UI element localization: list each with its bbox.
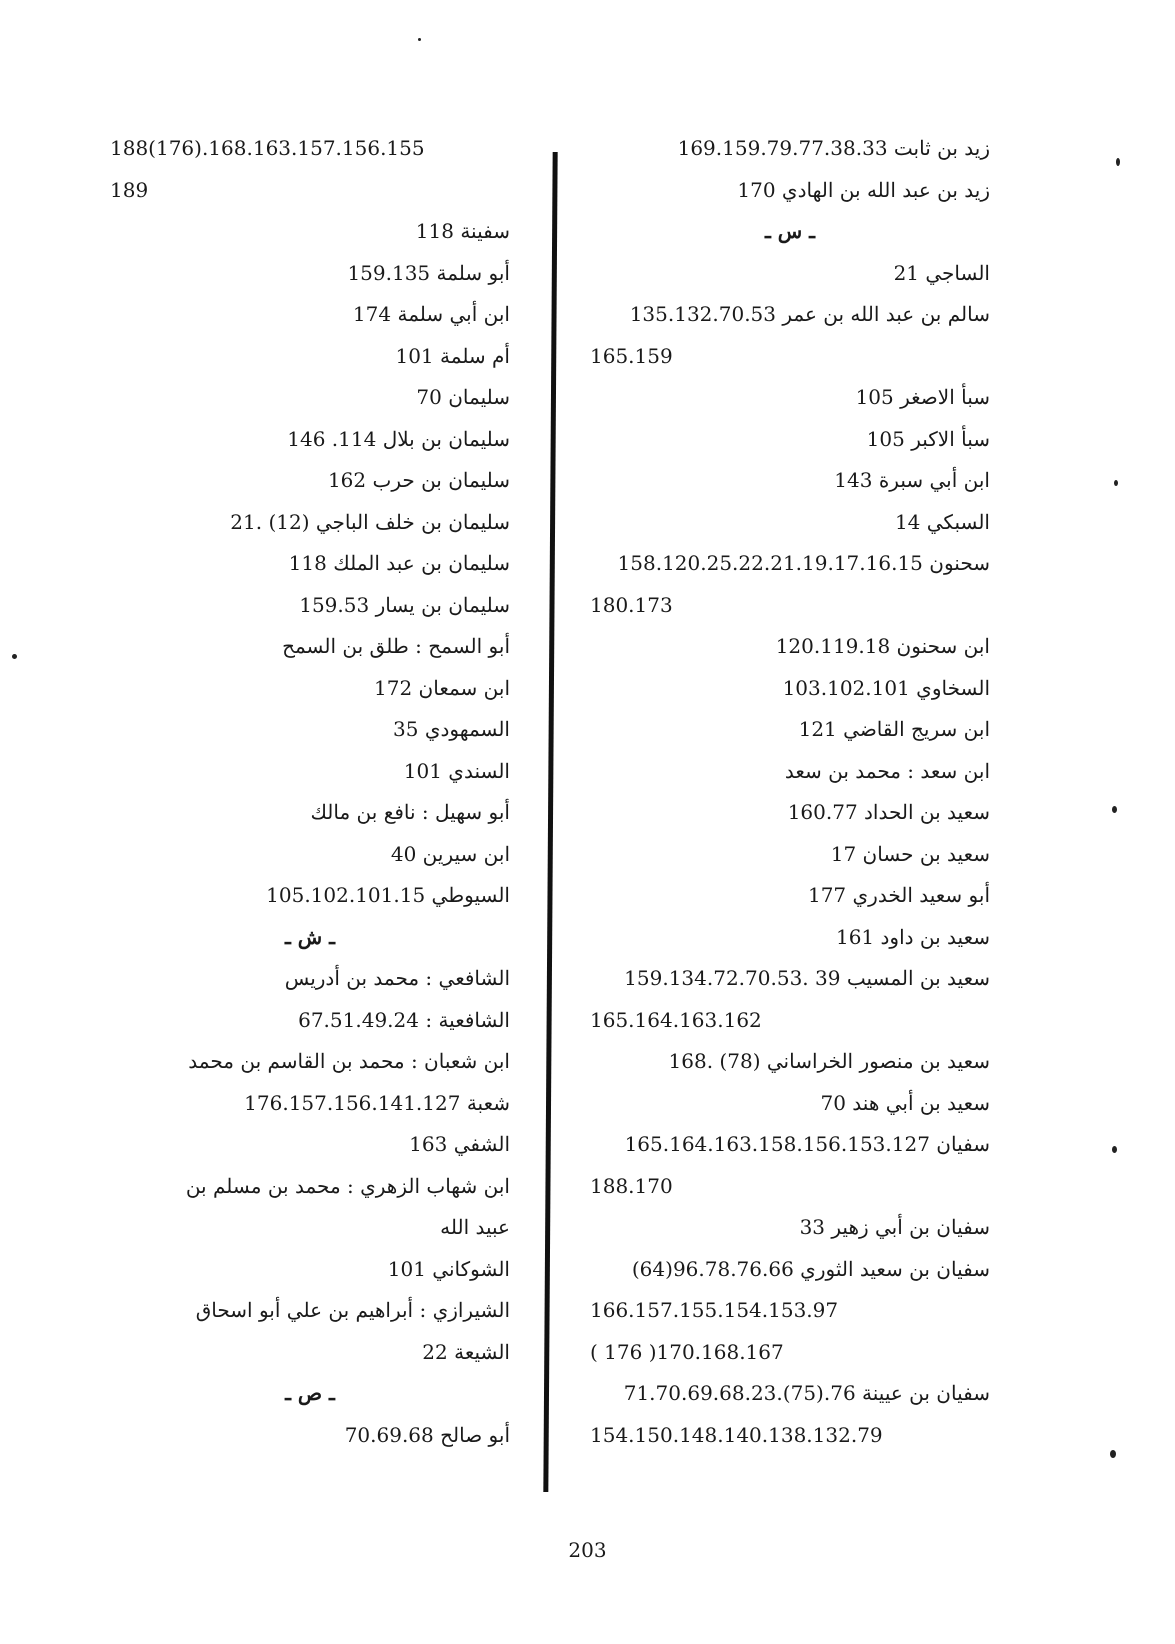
index-entry-continuation: 165.164.163.162 (590, 1007, 762, 1032)
index-entry: سعيد بن الحداد 160.77 (787, 800, 990, 824)
scan-speck (1116, 158, 1120, 166)
index-entry: سعيد بن أبي هند 70 (820, 1090, 990, 1115)
scan-speck (418, 38, 421, 41)
index-entry: الشافعية : 67.51.49.24 (298, 1007, 510, 1032)
index-entry: سبأ الاصغر 105 (855, 385, 990, 409)
index-entry: سليمان بن حرب 162 (327, 468, 510, 492)
index-entry: سفيان بن أبي زهير 33 (799, 1215, 990, 1239)
index-entry: سليمان بن عبد الملك 118 (288, 551, 510, 575)
index-entry: الساجي 21 (893, 260, 990, 285)
index-entry: ابن سريج القاضي 121 (798, 717, 990, 741)
index-entry: سفيان بن سعيد الثوري 96.78.76.66(64) (631, 1256, 990, 1281)
index-entry: ابن سحنون 120.119.18 (775, 634, 990, 658)
section-header: ـ ش ـ (284, 924, 336, 949)
index-entry: الشافعي : محمد بن أدريس (284, 966, 510, 990)
index-entry: سعيد بن حسان 17 (830, 841, 990, 866)
index-entry: سعيد بن منصور الخراساني (78) .168 (668, 1049, 990, 1073)
index-entry: سالم بن عبد الله بن عمر 135.132.70.53 (629, 302, 990, 326)
index-entry: شعبة 176.157.156.141.127 (244, 1090, 510, 1115)
index-entry: سليمان 70 (416, 385, 510, 409)
index-entry: السندي 101 (403, 758, 510, 783)
index-entry: السخاوي 103.102.101 (782, 675, 990, 700)
scan-speck (1114, 480, 1118, 486)
index-entry: أبو السمح : طلق بن السمح (282, 634, 510, 658)
index-entry: أبو صالح 70.69.68 (344, 1422, 510, 1447)
index-entry-continuation: 180.173 (590, 592, 673, 617)
scan-speck (12, 654, 17, 659)
index-entry: ابن شهاب الزهري : محمد بن مسلم بن (185, 1173, 510, 1198)
index-entry: سفيان بن عيينة 76.(75).71.70.69.68.23 (623, 1381, 990, 1405)
index-entry: أبو سهيل : نافع بن مالك (310, 800, 510, 824)
index-entry: أم سلمة 101 (395, 343, 510, 368)
index-entry: السيوطي 105.102.101.15 (266, 883, 510, 907)
index-entry: ابن سيرين 40 (390, 841, 510, 866)
scan-speck (1110, 1450, 1116, 1458)
index-entry-continuation: 166.157.155.154.153.97 (590, 1298, 839, 1322)
index-entry: زيد بن ثابت 169.159.79.77.38.33 (677, 136, 990, 160)
index-entry: سليمان بن يسار 159.53 (299, 592, 510, 617)
index-entry-continuation: 188.170 (590, 1173, 673, 1198)
index-entry-continuation: 165.159 (590, 343, 673, 368)
index-entry: ابن أبي سلمة 174 (352, 302, 510, 326)
index-entry: سعيد بن المسيب 39 .159.134.72.70.53 (624, 966, 990, 990)
index-entry: السمهودي 35 (393, 717, 510, 741)
column-divider (543, 152, 557, 1492)
index-entry: سليمان بن خلف الباجي (12) .21 (230, 509, 510, 534)
section-header: ـ س ـ (764, 219, 816, 243)
index-entry: سحنون 158.120.25.22.21.19.17.16.15 (617, 551, 990, 575)
index-entry: أبو سلمة 159.135 (347, 260, 510, 285)
index-column-left (110, 128, 510, 1456)
index-entry: زيد بن عبد الله بن الهادي 170 (737, 177, 990, 202)
index-entry: الشوكاني 101 (387, 1256, 510, 1281)
index-entry: ابن سمعان 172 (374, 675, 510, 700)
index-entry: السبكي 14 (894, 509, 990, 534)
index-entry: سبأ الاكبر 105 (866, 426, 990, 451)
page-number: 203 (568, 1538, 607, 1562)
index-entry: أبو سعيد الخدري 177 (807, 883, 990, 907)
index-entry: الشيعة 22 (422, 1339, 510, 1364)
index-column-right (590, 128, 990, 1456)
index-entry-continuation: 189 (110, 177, 149, 202)
index-entry: سعيد بن داود 161 (835, 924, 990, 949)
index-entry-continuation: 188(176).168.163.157.156.155 (110, 136, 425, 160)
index-entry: ابن أبي سبرة 143 (834, 468, 990, 492)
index-entry-continuation: ( 176 )170.168.167 (590, 1339, 784, 1364)
scan-speck (1112, 806, 1117, 813)
scan-speck (1112, 1146, 1117, 1153)
index-entry: سفينة 118 (415, 219, 510, 243)
index-entry: الشفي 163 (409, 1132, 510, 1156)
section-header: ـ ص ـ (285, 1381, 335, 1405)
index-entry: سفيان 165.164.163.158.156.153.127 (624, 1132, 990, 1156)
index-entry: سليمان بن بلال 114. 146 (287, 426, 510, 451)
index-entry: ابن سعد : محمد بن سعد (784, 758, 990, 783)
index-entry-continuation: 154.150.148.140.138.132.79 (590, 1422, 883, 1447)
index-entry: عبيد الله (440, 1215, 510, 1239)
index-entry: الشيرازي : أبراهيم بن علي أبو اسحاق (195, 1298, 510, 1322)
index-entry: ابن شعبان : محمد بن القاسم بن محمد (188, 1049, 510, 1073)
